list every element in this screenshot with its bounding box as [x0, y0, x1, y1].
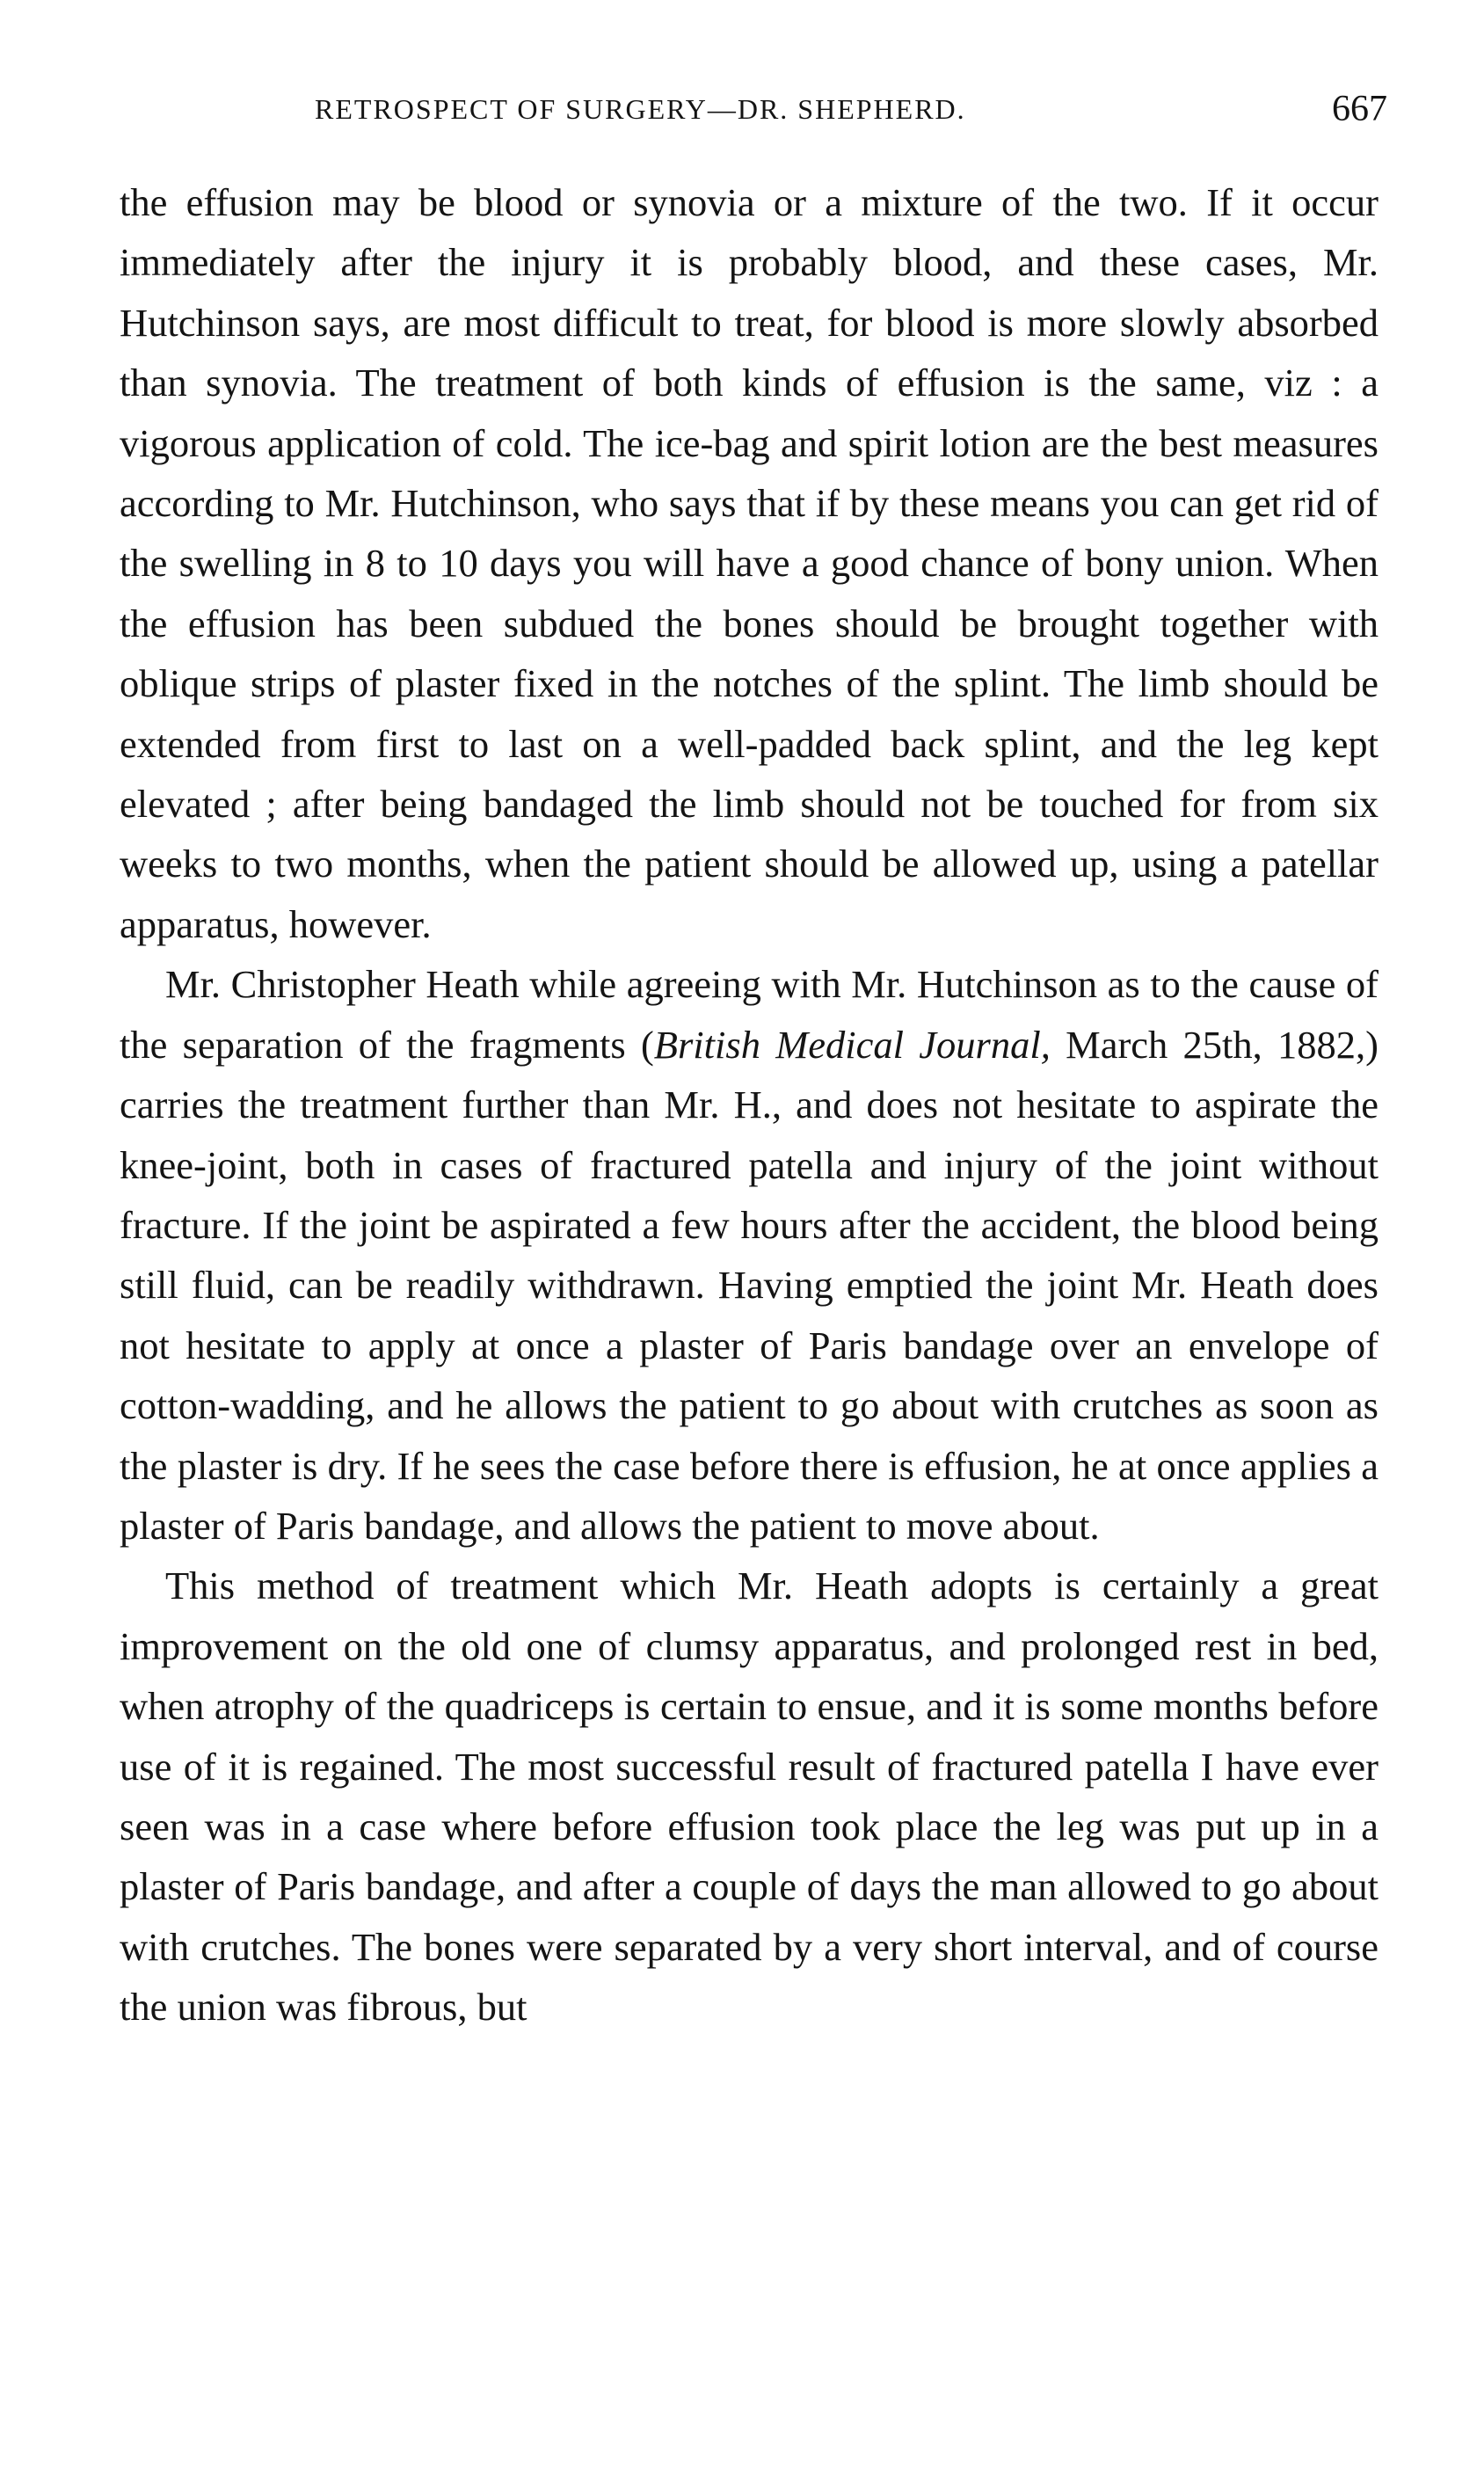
paragraph-2-text-a: Mr. Christopher Heath while agreeing with Mr. Hutchinson as to the cause of the separation of the fragments (	[120, 962, 1379, 1067]
page-number: 667	[1332, 89, 1387, 129]
body-text	[120, 172, 1379, 2037]
running-head	[114, 88, 1387, 141]
paragraph-2-text-b: March 25th, 1882,) carries the treatment further than Mr. H., and does not hesitate to aspirate the knee-joint, both in cases of fractured patella and injury of the joint without fracture. If the joint be aspirated a few hours after the accident, the blood being still fluid, can be readily withdrawn. Having emptied the joint Mr. Heath does not hesitate to apply at once a plaster of Paris bandage over an envelope of cotton-wadding, and he allows the patient to go about with crutches as soon as the plaster is dry. If he sees the case before there is effusion, he at once applies a plaster of Paris bandage, and allows the patient to move about.	[120, 1022, 1379, 1548]
running-title: RETROSPECT OF SURGERY—DR. SHEPHERD.	[315, 93, 966, 125]
paragraph-1: the effusion may be blood or synovia or a mixture of the two. If it occur immediately after the injury it is probably blood, and these cases, Mr. Hutchinson says, are most difficult to treat, for blood is more slowly absorbed than synovia. The treatment of both kinds of effusion is the same, viz : a vigorous application of cold. The ice-bag and spirit lotion are the best measures according to Mr. Hutchinson, who says that if by these means you can get rid of the swelling in 8 to 10 days you will have a good chance of bony union. When the effusion has been subdued the bones should be brought together with oblique strips of plaster fixed in the notches of the splint. The limb should be extended from first to last on a well-padded back splint, and the leg kept elevated ; after being bandaged the limb should not be touched for from six weeks to two months, when the patient should be allowed up, using a patellar apparatus, however.	[120, 180, 1379, 946]
paragraph-2	[120, 954, 1379, 1556]
journal-citation: British Medical Journal,	[653, 1022, 1051, 1067]
paragraph-3: This method of treatment which Mr. Heath adopts is certainly a great improvement on the old one of clumsy apparatus, and prolonged rest in bed, when atrophy of the quadriceps is certain to ensue, and it is some months before use of it is regained. The most successful result of fractured patella I have ever seen was in a case where before effusion took place the leg was put up in a plaster of Paris bandage, and after a couple of days the man allowed to go about with crutches. The bones were separated by a very short interval, and of course the union was fibrous, but	[120, 1564, 1379, 2030]
